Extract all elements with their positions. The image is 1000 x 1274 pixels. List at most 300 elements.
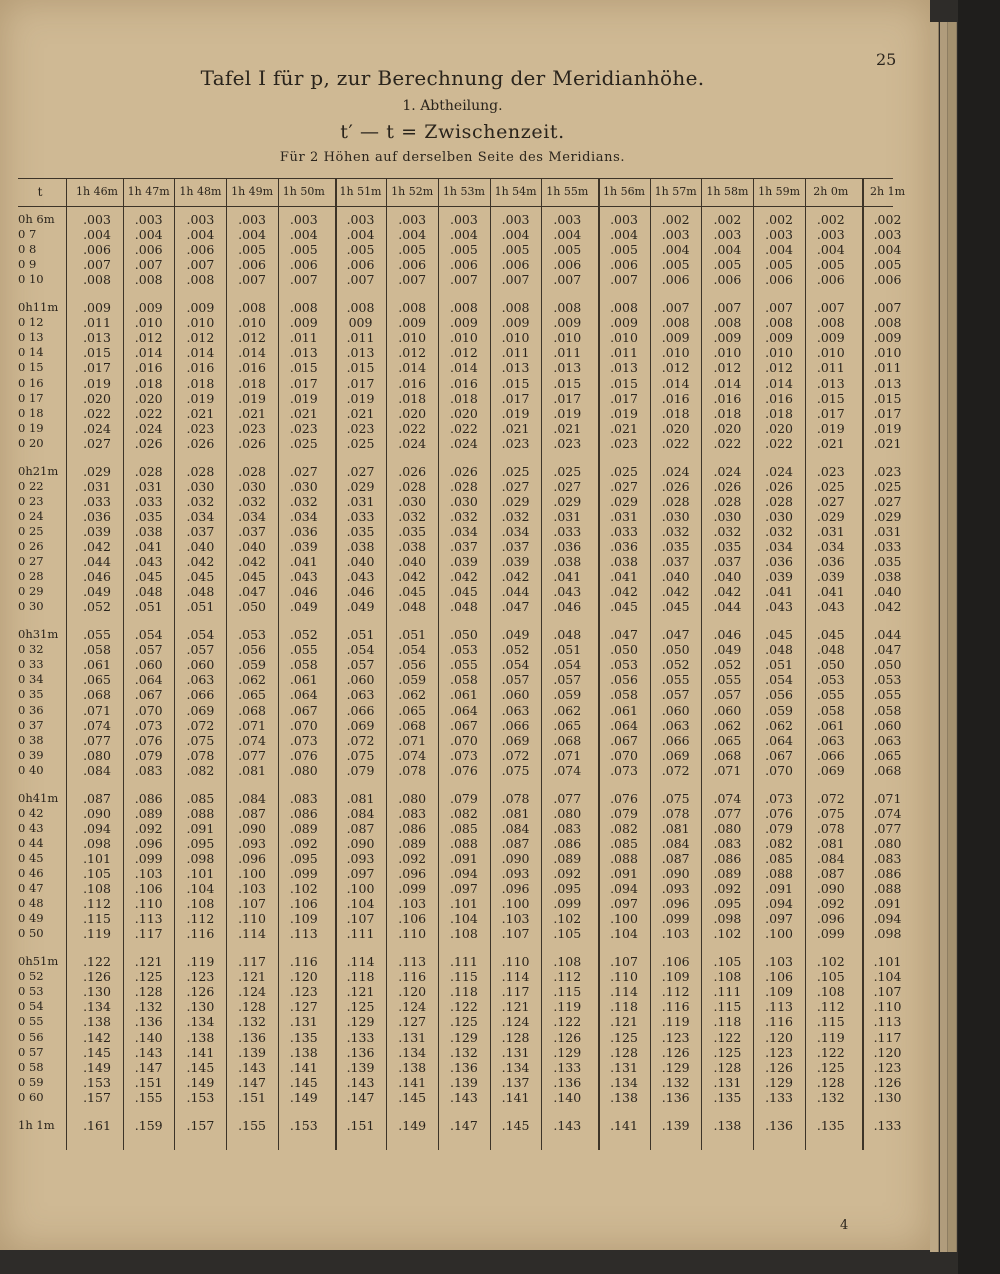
table-cell: .062 [398,687,427,703]
table-cell: .089 [398,835,427,851]
table-cell: .092 [553,866,582,881]
table-cell: .003 [134,212,163,227]
table-cell: .017 [289,375,318,391]
table-row [18,762,902,778]
table-cell: .090 [238,820,267,836]
table-cell: .030 [398,493,427,509]
table-cell: .028 [449,478,478,494]
table-cell: .129 [553,1044,582,1060]
table-cell: .055 [83,627,111,642]
table-cell: .065 [873,747,902,763]
table-cell: .125 [346,999,375,1015]
table-cell: .008 [238,300,267,315]
table-cell: .029 [610,493,638,509]
table-cell: .010 [186,315,215,331]
table-cell: .153 [83,1074,111,1090]
column-header: 1h 54m [494,185,537,198]
table-cell: .060 [186,657,215,673]
table-cell: .025 [501,463,530,479]
table-cell: .062 [238,672,267,688]
table-cell: .100 [238,866,267,881]
table-cell: .118 [449,984,478,1000]
table-cell: .090 [346,835,375,851]
table-cell: .095 [553,881,582,897]
table-cell: .016 [398,375,427,391]
table-cell: .045 [661,599,690,615]
table-cell: .018 [449,390,478,406]
row-label: 0 47 [18,881,44,896]
table-cell: .067 [134,687,163,703]
table-cell: .058 [449,672,478,688]
table-cell: .035 [873,554,902,570]
table-cell: .141 [289,1059,318,1075]
table-cell: .115 [713,999,742,1015]
table-cell: .039 [765,569,794,585]
table-cell: .147 [238,1074,267,1090]
table-cell: .107 [346,911,375,927]
table-cell: .125 [610,1029,638,1045]
table-cell: .057 [713,687,742,703]
table-cell: .008 [186,272,215,288]
table-cell: .083 [398,805,427,821]
table-row [18,1014,902,1030]
column-header: 1h 47m [127,185,170,198]
table-cell: .054 [134,627,163,642]
table-cell: .034 [765,539,794,554]
table-cell: .049 [346,599,375,615]
table-cell: .054 [186,627,215,642]
column-header: 1h 49m [231,185,274,198]
row-label: 0 56 [18,1029,44,1044]
table-cell: .011 [553,345,582,361]
table-cell: .102 [816,954,845,969]
table-cell: .055 [873,687,902,703]
table-cell: .022 [765,435,794,451]
table-row [18,657,902,673]
table-cell: .091 [610,866,638,881]
table-cell: .138 [83,1014,111,1030]
table-cell: .006 [238,257,267,273]
table-cell: .145 [501,1117,530,1133]
table-cell: .139 [449,1074,478,1090]
table-row [18,866,902,881]
table-cell: .017 [346,375,375,391]
table-cell: .060 [713,702,742,718]
table-cell: .099 [661,911,690,927]
table-cell: .125 [713,1044,742,1060]
table-cell: .118 [713,1014,742,1030]
table-cell: .074 [713,790,742,806]
table-cell: .143 [553,1117,582,1133]
table-cell: .064 [610,717,638,733]
table-cell: .007 [661,300,690,315]
table-cell: .122 [713,1029,742,1045]
table-cell: .109 [765,984,794,1000]
table-row [18,926,902,942]
table-cell: .018 [713,405,742,421]
table-cell: .005 [238,242,267,258]
table-cell: .082 [186,762,215,778]
table-cell: .067 [289,702,318,718]
table-cell: .031 [553,508,582,524]
table-cell: .046 [346,584,375,600]
table-cell: .081 [661,820,690,836]
table-cell: .026 [661,478,690,494]
table-cell: .128 [501,1029,530,1045]
table-cell: .132 [134,999,163,1015]
table-cell: .034 [816,539,845,554]
table-cell: .028 [186,463,215,479]
column-header: 1h 51m [339,185,382,198]
table-cell: .006 [346,257,375,273]
table-cell: .017 [553,390,582,406]
table-cell: .113 [289,926,318,942]
table-cell: .131 [398,1029,427,1045]
table-cell: .051 [765,657,794,673]
table-cell: .003 [501,212,530,227]
table-cell: .020 [765,420,794,436]
table-cell: .112 [186,911,215,927]
table-cell: .015 [610,375,638,391]
table-row [18,732,902,748]
table-row [18,1117,902,1133]
table-cell: .108 [816,984,845,1000]
table-cell: .114 [238,926,267,942]
table-cell: .151 [238,1089,267,1105]
table-cell: .138 [398,1059,427,1075]
table-cell: .119 [816,1029,845,1045]
table-cell: .008 [610,300,638,315]
table-row [18,390,902,406]
table-cell: .067 [765,747,794,763]
table-cell: .007 [713,300,742,315]
table-cell: .121 [134,954,163,969]
table-cell: .085 [765,850,794,866]
column-header: 1h 55m [546,185,589,198]
table-cell: .106 [765,969,794,985]
table-cell: .117 [873,1029,902,1045]
table-cell: .041 [765,584,794,600]
row-label: 0 60 [18,1089,44,1104]
table-cell: .050 [610,642,638,658]
table-cell: .122 [83,954,111,969]
table-cell: .013 [501,360,530,376]
table-cell: .107 [873,984,902,1000]
table-cell: .080 [83,747,111,763]
table-cell: .007 [765,300,794,315]
row-label: 0 43 [18,820,44,835]
table-cell: .119 [186,954,215,969]
column-header: 1h 59m [758,185,801,198]
table-cell: .030 [289,478,318,494]
table-cell: .079 [765,820,794,836]
table-cell: .116 [765,1014,794,1030]
table-cell: .016 [238,360,267,376]
table-cell: .149 [398,1117,427,1133]
table-row [18,984,902,1000]
table-cell: .081 [238,762,267,778]
table-cell: .067 [610,732,638,748]
table-cell: .147 [346,1089,375,1105]
table-cell: .077 [873,820,902,836]
table-cell: .106 [134,881,163,897]
table-cell: .014 [661,375,690,391]
table-cell: .009 [398,315,427,331]
table-cell: .031 [346,493,375,509]
table-cell: .040 [873,584,902,600]
table-cell: .129 [346,1014,375,1030]
table-cell: .014 [398,360,427,376]
row-label: 0 18 [18,405,44,420]
table-cell: .103 [661,926,690,942]
table-cell: .022 [449,420,478,436]
table-cell: .050 [238,599,267,615]
row-label: 0 33 [18,657,44,672]
table-cell: .047 [238,584,267,600]
table-cell: .069 [346,717,375,733]
table-cell: .019 [553,405,582,421]
table-cell: .034 [289,508,318,524]
table-row [18,1059,902,1075]
table-cell: .005 [501,242,530,258]
table-cell: .124 [238,984,267,1000]
table-cell: .012 [134,330,163,346]
table-cell: .010 [713,345,742,361]
table-cell: .011 [501,345,530,361]
row-label: 0 15 [18,360,44,375]
table-row [18,360,902,376]
table-cell: .131 [501,1044,530,1060]
table-cell: .015 [816,390,845,406]
table-cell: .080 [398,790,427,806]
table-cell: .047 [873,642,902,658]
row-label: 0 40 [18,762,44,777]
table-cell: .093 [238,835,267,851]
table-cell: .023 [553,435,582,451]
table-cell: .103 [238,881,267,897]
table-cell: .045 [610,599,638,615]
table-cell: .056 [765,687,794,703]
table-cell: .084 [83,762,111,778]
table-cell: .087 [501,835,530,851]
table-cell: .045 [816,627,845,642]
table-cell: .057 [501,672,530,688]
table-cell: .035 [346,523,375,539]
row-label: 0 32 [18,642,44,657]
table-cell: .084 [501,820,530,836]
table-cell: .055 [289,642,318,658]
table-cell: .112 [83,896,111,912]
table-cell: .115 [449,969,478,985]
table-cell: .040 [398,554,427,570]
table-cell: .016 [449,375,478,391]
row-label: 0 50 [18,926,44,941]
table-cell: .077 [238,747,267,763]
table-cell: .082 [449,805,478,821]
table-cell: .129 [661,1059,690,1075]
table-cell: .004 [83,227,111,243]
table-cell: .005 [449,242,478,258]
table-cell: .016 [186,360,215,376]
table-cell: .021 [346,405,375,421]
table-cell: .071 [238,717,267,733]
table-cell: .006 [765,272,794,288]
table-cell: .064 [134,672,163,688]
table-cell: .038 [873,569,902,585]
table-cell: .143 [238,1059,267,1075]
table-row [18,672,902,688]
table-cell: .020 [83,390,111,406]
table-cell: .013 [289,345,318,361]
table-cell: .026 [238,435,267,451]
table-cell: .041 [816,584,845,600]
table-cell: .022 [134,405,163,421]
table-cell: .009 [186,300,215,315]
table-cell: .005 [553,242,582,258]
table-cell: .097 [610,896,638,912]
table-cell: .143 [449,1089,478,1105]
table-cell: .104 [186,881,215,897]
table-cell: .086 [289,805,318,821]
table-cell: .045 [449,584,478,600]
table-cell: .068 [873,762,902,778]
table-cell: .014 [186,345,215,361]
table-title: Tafel I für p, zur Berechnung der Meridianhöhe. [200,66,705,90]
table-cell: .117 [501,984,530,1000]
table-cell: .040 [661,569,690,585]
table-cell: .051 [346,627,375,642]
table-cell: .098 [83,835,111,851]
table-cell: .075 [501,762,530,778]
table-cell: .002 [713,212,742,227]
table-cell: .153 [186,1089,215,1105]
table-cell: .047 [610,627,638,642]
row-label: 0 37 [18,717,44,732]
table-cell: .048 [186,584,215,600]
table-cell: .113 [765,999,794,1015]
table-cell: .080 [713,820,742,836]
section-subtitle: 1. Abtheilung. [402,98,503,114]
table-cell: .108 [553,954,582,969]
table-cell: .044 [873,627,902,642]
table-cell: .147 [449,1117,478,1133]
table-cell: .073 [449,747,478,763]
table-cell: .029 [553,493,582,509]
row-label: 0 27 [18,554,44,569]
table-cell: .052 [83,599,111,615]
table-cell: .075 [186,732,215,748]
table-cell: .072 [186,717,215,733]
table-cell: .079 [610,805,638,821]
table-cell: .024 [398,435,427,451]
table-cell: .019 [186,390,215,406]
table-cell: .021 [816,435,845,451]
table-cell: .127 [398,1014,427,1030]
table-cell: .018 [134,375,163,391]
table-cell: .102 [553,911,582,927]
table-cell: .051 [134,599,163,615]
table-cell: .012 [238,330,267,346]
table-cell: .007 [553,272,582,288]
table-row [18,375,902,391]
table-cell: .094 [765,896,794,912]
table-cell: .010 [873,345,902,361]
table-cell: .053 [238,627,267,642]
table-row [18,478,902,494]
table-cell: .018 [661,405,690,421]
table-cell: .115 [816,1014,845,1030]
table-cell: .065 [398,702,427,718]
table-cell: .118 [610,999,638,1015]
table-cell: .139 [661,1117,690,1133]
table-cell: .065 [713,732,742,748]
table-cell: .109 [661,969,690,985]
row-label: 0 42 [18,805,44,820]
table-cell: .003 [816,227,845,243]
table-cell: .022 [83,405,111,421]
table-cell: .002 [873,212,902,227]
table-row [18,212,902,227]
table-cell: .127 [289,999,318,1015]
table-cell: .109 [289,911,318,927]
table-cell: .029 [501,493,530,509]
table-cell: .006 [661,272,690,288]
table-cell: .108 [713,969,742,985]
table-cell: .118 [346,969,375,985]
table-cell: .009 [449,315,478,331]
table-cell: .006 [398,257,427,273]
table-cell: .098 [713,911,742,927]
table-cell: .043 [289,569,318,585]
page-edge [940,22,948,1252]
row-label: 0 14 [18,345,44,360]
table-cell: .038 [346,539,375,554]
table-cell: .014 [238,345,267,361]
table-cell: .103 [134,866,163,881]
table-cell: .021 [553,420,582,436]
table-cell: .066 [501,717,530,733]
table-cell: .005 [661,257,690,273]
table-cell: .049 [289,599,318,615]
table-cell: .016 [765,390,794,406]
table-cell: .076 [134,732,163,748]
table-cell: .065 [553,717,582,733]
table-cell: .007 [346,272,375,288]
table-cell: .083 [873,850,902,866]
table-cell: .074 [238,732,267,748]
table-cell: .070 [765,762,794,778]
table-cell: .013 [610,360,638,376]
table-cell: .055 [449,657,478,673]
table-cell: .113 [873,1014,902,1030]
row-label: 0 38 [18,732,44,747]
table-row [18,420,902,436]
table-cell: .023 [816,463,845,479]
table-cell: .048 [398,599,427,615]
table-cell: .069 [501,732,530,748]
table-row [18,850,902,866]
table-cell: .052 [713,657,742,673]
table-cell: .008 [346,300,375,315]
table-cell: .123 [661,1029,690,1045]
table-cell: .043 [765,599,794,615]
row-label: 0 10 [18,272,44,287]
table-cell: .004 [765,242,794,258]
table-cell: .030 [713,508,742,524]
table-cell: .044 [83,554,111,570]
table-cell: .058 [289,657,318,673]
column-header: 1h 52m [391,185,434,198]
